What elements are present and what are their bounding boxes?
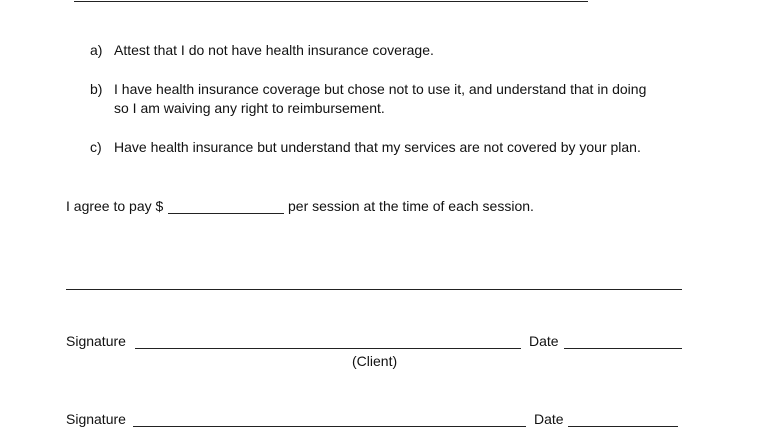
- option-c-marker: c): [90, 139, 102, 155]
- signature-2-blank[interactable]: [133, 426, 526, 427]
- signature-2-label: Signature: [66, 411, 126, 427]
- option-b-text-line-2: so I am waiving any right to reimbursement.: [114, 100, 385, 116]
- option-b-marker: b): [90, 81, 103, 97]
- section-divider: [66, 289, 682, 290]
- payment-prefix: I agree to pay $: [66, 198, 164, 214]
- option-b-text-line-1: I have health insurance coverage but chose not to use it, and understand that in doing: [114, 81, 647, 97]
- signature-2-date-label: Date: [534, 411, 564, 427]
- option-c: [90, 139, 641, 155]
- signature-1-date-label: Date: [529, 333, 559, 349]
- top-rule: [74, 1, 588, 2]
- signature-1-caption: (Client): [352, 353, 398, 369]
- signature-1-label: Signature: [66, 333, 126, 349]
- option-c-text: Have health insurance but understand that my services are not covered by your plan.: [114, 139, 641, 155]
- signature-2-date-blank[interactable]: [568, 426, 678, 427]
- payment-amount-blank[interactable]: [168, 213, 284, 214]
- option-a: [90, 42, 434, 58]
- option-b: [90, 81, 646, 97]
- option-a-marker: a): [90, 42, 103, 58]
- option-b-continuation: [114, 100, 385, 116]
- signature-1-blank[interactable]: [135, 348, 521, 349]
- payment-suffix: per session at the time of each session.: [288, 198, 534, 214]
- signature-1-date-blank[interactable]: [564, 348, 682, 349]
- option-a-text: Attest that I do not have health insurance coverage.: [114, 42, 434, 58]
